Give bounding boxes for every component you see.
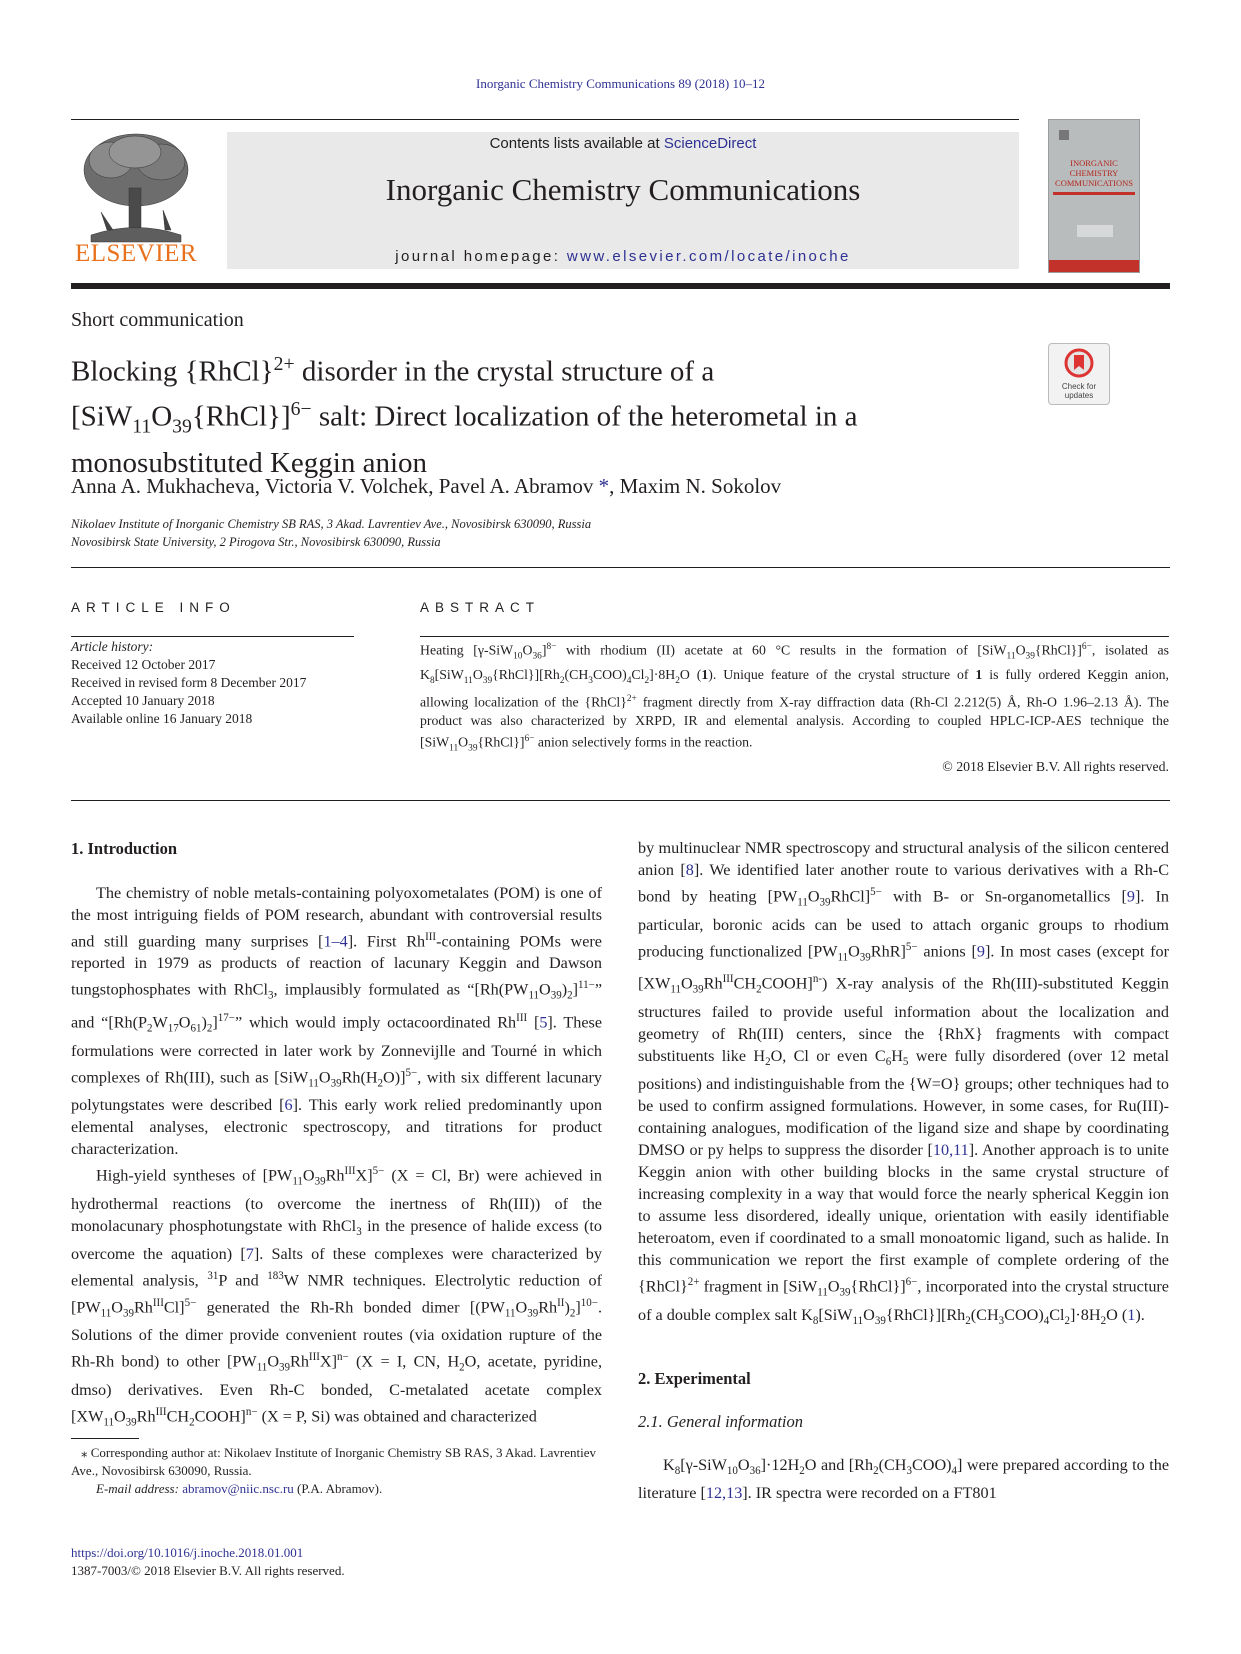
cover-title: INORGANIC CHEMISTRY COMMUNICATIONS (1055, 158, 1133, 188)
divider (71, 636, 354, 637)
article-title: Blocking {RhCl}$^{2+}$ disorder in the crystal structure of a $[SiW_{11}O_{39}\{RhCl\}]^{6-}$ salt: Direct localization of the heterometal in a monosubstituted Keggin anion (71, 353, 858, 480)
section-heading-experimental: 2. Experimental (638, 1369, 751, 1388)
homepage-line: journal homepage: www.elsevier.com/locate/inoche (395, 248, 851, 265)
subsection-heading-general: 2.1. General information (638, 1412, 803, 1431)
header-rule (71, 119, 1019, 120)
section-heading-introduction: 1. Introduction (71, 839, 178, 858)
introduction-text-continued: by multinuclear NMR spectroscopy and structural analysis of the silicon centered anion [8]. We identified later another route to various derivatives with a Rh-C bond by heating $[PW_{11}O_{39}RhCl]^{5-}$ with B- or Sn-organometallics [9]. In particular, boronic acids can be used to attach organic groups to rhodium producing functionalized $[PW_{11}O_{39}RhR]^{5-}$ anions [9]. In most cases (except for $[XW_{11}O_{39}Rh^{III}CH_2COOH]^{n-}$) X-ray analysis of the Rh(III)-substituted Keggin structures failed to provide useful information about the localization and geometry of Rh(III) centers, since the {RhX} fragments with compact substituents like $H_2O$, Cl or even $C_6H_5$ were fully disordered (over 12 metal positions) and indistinguishable from the {W=O} groups; other techniques had to be used to confirm assigned formulations. However, in some cases, for Ru(III)-containing analogues, modification of the ligand size and shape by coordinating DMSO or py helps to suppress the disorder [10,11]. Another approach is to unite Keggin anion with other building blocks in the same crystal structure of increasing complexity in a way that would force the nearly spherical Keggin ion to assume less disordered, ideally unique, orientation with easily identifiable heteroatom, even if coordinated to a small monoatomic ligand, such as halide. In this communication we report the first example of complete ordering of the {RhCl}$^{2+}$ fragment in $[SiW_{11}O_{39}\{RhCl\}]^{6-}$, incorporated into the crystal structure of a double complex salt $K_8[SiW_{11}O_{39}\{RhCl\}][Rh_2(CH_3COO)_4Cl_2]\cdot 8H_2O$ (1). (638, 839, 1170, 1327)
introduction-text: The chemistry of noble metals-containing polyoxometalates (POM) is one of the most intriguing fields of POM research, abundant with controversial results and still guarding many surprises [1–4]. First $Rh^{III}$-containing POMs were reported in 1979 as products of reaction of lacunary Keggin and Dawson tungstophosphates with RhCl$_3$, implausibly formulated as “$[Rh(PW_{11}O_{39})_2]^{11-}$” and “$[Rh(P_2W_{17}O_{61})_2]^{17-}$” which would imply octacoordinated $Rh^{III}$ [5]. These formulations were corrected in later work by Zonnevijlle and Tourné in which complexes of Rh(III), such as $[SiW_{11}O_{39}Rh(H_2O)]^{5-}$, with six different lacunary polytungstates were described [6]. This early work relied predominantly upon elemental analyses, electronic spectroscopy, and titrations for product characterization. High-yield syntheses of $[PW_{11}O_{39}Rh^{III}X]^{5-}$ (X = Cl, Br) were achieved in hydrothermal reactions (to overcome the inertness of Rh(III)) of the monolacunary phosphotungstate with RhCl$_3$ in the presence of halide excess (to overcome the aquation) [7]. Salts of these complexes were characterized by elemental analysis, $^{31}$P and $^{183}$W NMR techniques. Electrolytic reduction of $[PW_{11}O_{39}Rh^{III}Cl]^{5-}$ generated the Rh-Rh bonded dimer $[(PW_{11}O_{39}Rh^{II})_2]^{10-}$. Solutions of the dimer provide convenient routes (via oxidation rupture of the Rh-Rh bond) to other $[PW_{11}O_{39}Rh^{III}X]^{n-}$ (X = I, CN, $H_2O$, acetate, pyridine, dmso) derivatives. Even Rh-C bonded, C-metalated acetate complex $[XW_{11}O_{39}Rh^{III}CH_2COOH]^{n-}$ (X = P, Si) was obtained and characterized (71, 884, 602, 1429)
divider (420, 636, 1169, 637)
doi-block: https://doi.org/10.1016/j.inoche.2018.01.001 1387-7003/© 2018 Elsevier B.V. All rights reserved. (71, 1545, 345, 1578)
abstract-text: Heating $[\gamma-SiW_{10}O_{36}]^{8-}$ with rhodium (II) acetate at 60 °C results in the formation of $[SiW_{11}O_{39}\{RhCl\}]^{6-}$, isolated as $K_8[SiW_{11}O_{39}\{RhCl\}][Rh_2(CH_3COO)_4Cl_2]\cdot 8H_2O$ (1). Unique feature of the crystal structure of 1 is fully ordered Keggin anion, allowing localization of the {RhCl}$^{2+}$ fragment directly from X-ray diffraction data (Rh-Cl 2.212(5) Å, Rh-O 1.96–2.13 Å). The product was also characterized by XRPD, IR and elemental analysis. According to coupled HPLC-ICP-AES technique the $[SiW_{11}O_{39}\{RhCl\}]^{6-}$ anion selectively forms in the reaction. © 2018 Elsevier B.V. All rights reserved. (420, 642, 1170, 775)
footnote-rule (71, 1438, 139, 1439)
sciencedirect-link[interactable]: ScienceDirect (663, 135, 757, 152)
footnote: ⁎ Corresponding author at: Nikolaev Institute of Inorganic Chemistry SB RAS, 3 Akad. Lavrentiev Ave., Novosibirsk 630090, Russia. E-mail address: abramov@niic.nsc.ru (P.A. Abramov). (71, 1445, 596, 1496)
divider (71, 567, 1170, 568)
homepage-link[interactable]: www.elsevier.com/locate/inoche (566, 248, 851, 265)
article-type: Short communication (71, 309, 244, 331)
divider (71, 800, 1170, 801)
corresponding-author-link[interactable]: * (598, 474, 610, 498)
journal-cover[interactable] (1048, 119, 1140, 273)
journal-reference[interactable]: Inorganic Chemistry Communications 89 (2018) 10–12 (476, 76, 765, 91)
article-history: Article history: Received 12 October 2017 Received in revised form 8 December 2017 Accepted 10 January 2018 Available online 16 January 2018 (71, 639, 307, 726)
elsevier-wordmark: ELSEVIER (74, 240, 198, 267)
email-link[interactable]: abramov@niic.nsc.ru (182, 1481, 294, 1496)
contents-line: Contents lists available at ScienceDirect (489, 135, 757, 152)
article-info-heading: ARTICLE INFO (71, 600, 236, 615)
check-for-updates-button[interactable]: Check for updates (1048, 343, 1110, 405)
author-list: Anna A. Mukhacheva, Victoria V. Volchek, Pavel A. Abramov *, Maxim N. Sokolov (71, 474, 782, 498)
journal-banner (227, 132, 1019, 269)
elsevier-logo (71, 130, 201, 272)
experimental-text: $K_8[\gamma-SiW_{10}O_{36}]\cdot 12H_2O$ and $[Rh_2(CH_3COO)_4]$ were prepared according to the literature [12,13]. IR spectra were recorded on a FT801 (638, 1456, 1169, 1503)
affiliations: Nikolaev Institute of Inorganic Chemistry SB RAS, 3 Akad. Lavrentiev Ave., Novosibirsk 630090, Russia Novosibirsk State University, 2 Pirogova Str., Novosibirsk 630090, Russia (71, 517, 592, 549)
doi-link[interactable]: https://doi.org/10.1016/j.inoche.2018.01.001 (71, 1545, 304, 1560)
journal-title: Inorganic Chemistry Communications (385, 172, 861, 207)
banner-rule (71, 283, 1170, 289)
bookmark-icon (1064, 348, 1094, 378)
abstract-heading: ABSTRACT (420, 600, 541, 615)
